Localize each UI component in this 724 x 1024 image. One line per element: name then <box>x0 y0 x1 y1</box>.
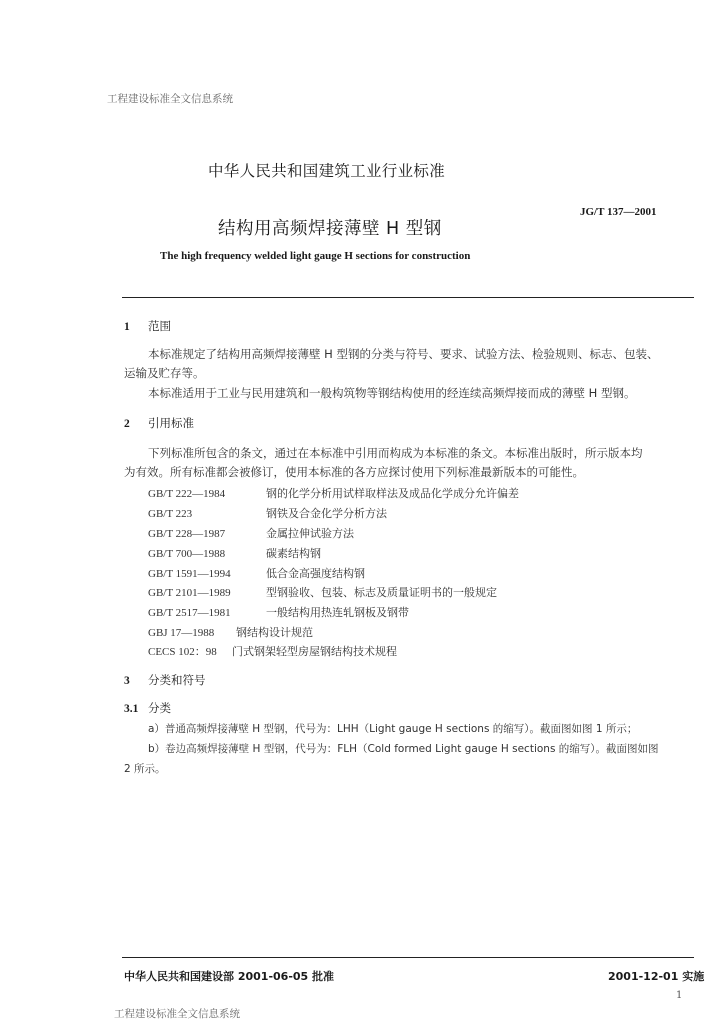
page-number: 1 <box>676 990 683 1001</box>
classification-item-b-cont: 2 所示。 <box>124 763 166 775</box>
section-2-heading <box>124 415 194 431</box>
section-3-heading <box>124 672 206 688</box>
section-1-paragraph-1-cont: 运输及贮存等。 <box>124 366 205 380</box>
reference-item: GB/T 2517—1981 一般结构用热连轧钢板及钢带 <box>148 606 409 619</box>
reference-item: GB/T 1591—1994 低合金高强度结构钢 <box>148 567 365 580</box>
section-2-paragraph-cont: 为有效。所有标准都会被修订，使用本标准的各方应探讨使用下列标准最新版本的可能性。 <box>124 465 584 479</box>
section-1-paragraph-1: 本标准规定了结构用高频焊接薄壁 H 型钢的分类与符号、要求、试验方法、检验规则、标志、包装、 <box>148 347 659 361</box>
title-english: The high frequency welded light gauge H sections for construction <box>160 250 471 262</box>
top-rule <box>122 297 694 298</box>
implementation-date: 2001-12-01 实施 <box>608 970 705 983</box>
classification-item-b: b）卷边高频焊接薄壁 H 型钢，代号为：FLH（Cold formed Light gauge H sections 的缩写）。截面图如图 <box>148 743 659 755</box>
section-1-number: 1 <box>124 321 130 333</box>
reference-item: GB/T 700—1988 碳素结构钢 <box>148 547 321 560</box>
header-note: 工程建设标准全文信息系统 <box>107 93 233 105</box>
reference-item: GB/T 222—1984 钢的化学分析用试样取样法及成品化学成分允许偏差 <box>148 487 519 500</box>
issuing-body: 中华人民共和国建筑工业行业标准 <box>208 162 446 180</box>
section-2-paragraph: 下列标准所包含的条文，通过在本标准中引用而构成为本标准的条文。本标准出版时，所示版本均 <box>148 446 643 460</box>
subsection-3-1-heading <box>124 700 171 716</box>
section-1-title: 范围 <box>148 319 171 333</box>
subsection-3-1-number: 3.1 <box>124 703 139 715</box>
section-2-title: 引用标准 <box>148 416 194 430</box>
classification-item-a: a）普通高频焊接薄壁 H 型钢，代号为：LHH（Light gauge H sections 的缩写）。截面图如图 1 所示； <box>148 723 638 735</box>
section-1-paragraph-2: 本标准适用于工业与民用建筑和一般构筑物等钢结构使用的经连续高频焊接而成的薄壁 H 型钢。 <box>148 386 636 400</box>
standard-code: JG/T 137—2001 <box>580 206 657 218</box>
reference-item: GBJ 17—1988 钢结构设计规范 <box>148 626 313 639</box>
reference-item: GB/T 228—1987 金属拉伸试验方法 <box>148 527 354 540</box>
reference-item: CECS 102：98 门式钢架轻型房屋钢结构技术规程 <box>148 645 397 658</box>
footer-note: 工程建设标准全文信息系统 <box>114 1008 240 1020</box>
reference-item: GB/T 2101—1989 型钢验收、包装、标志及质量证明书的一般规定 <box>148 586 497 599</box>
reference-item: GB/T 223 钢铁及合金化学分析方法 <box>148 507 387 520</box>
section-3-title: 分类和符号 <box>148 673 206 687</box>
section-3-number: 3 <box>124 675 130 687</box>
section-1-heading <box>124 318 171 334</box>
approval-line: 中华人民共和国建设部 2001-06-05 批准 <box>124 970 335 983</box>
section-2-number: 2 <box>124 418 130 430</box>
subsection-3-1-title: 分类 <box>148 701 171 715</box>
bottom-rule <box>122 957 694 958</box>
title-chinese: 结构用高频焊接薄壁 H 型钢 <box>218 219 442 239</box>
